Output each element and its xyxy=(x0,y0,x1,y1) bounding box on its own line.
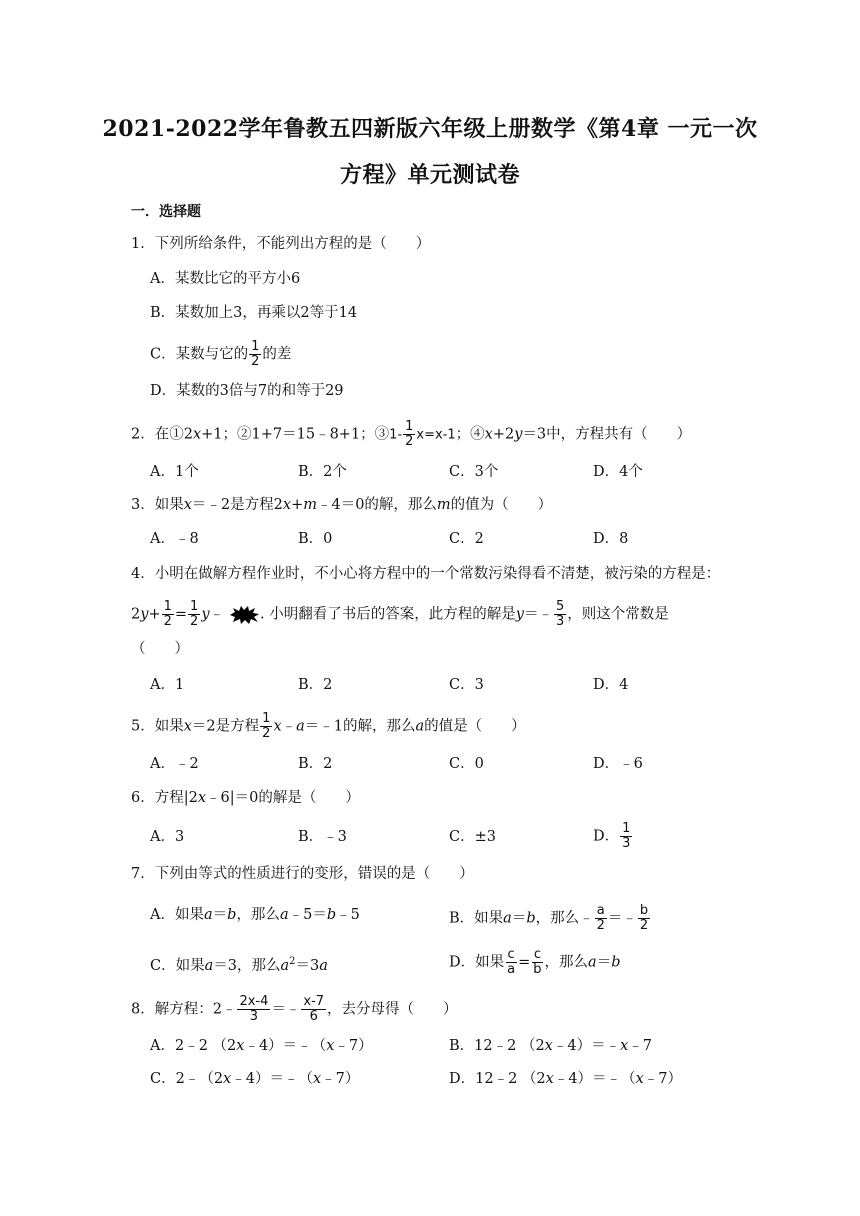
text: ＝﹣1的解，那么 xyxy=(304,718,416,735)
text: A．如果 xyxy=(150,907,204,923)
q1-option-a: A．某数比它的平方小6 xyxy=(150,271,301,287)
var: b xyxy=(227,907,237,923)
var: b xyxy=(526,910,536,927)
var: a xyxy=(415,718,425,735)
text: ﹣4）＝﹣（ xyxy=(244,1038,327,1054)
text: 2 xyxy=(131,606,141,623)
text: C．2﹣（2 xyxy=(150,1071,224,1087)
text: ﹣5＝ xyxy=(288,907,327,923)
denominator: a xyxy=(507,962,516,977)
q5-option-c: C．0 xyxy=(449,756,484,772)
ink-blot-icon xyxy=(228,605,260,625)
var: a xyxy=(503,910,512,927)
q5-option-a: A．﹣2 xyxy=(150,756,199,772)
q4-option-d: D．4 xyxy=(593,677,629,693)
q3-option-a: A．﹣8 xyxy=(150,531,199,547)
text: . 小明翻看了书后的答案，此方程的解是 xyxy=(260,606,516,623)
q6-option-d xyxy=(593,822,633,851)
q4-answer-paren: （ ） xyxy=(131,641,189,657)
fraction xyxy=(638,904,650,933)
text: ﹣4）＝﹣ xyxy=(552,1038,621,1054)
q1-c-post: 的差 xyxy=(262,346,292,363)
var: a xyxy=(296,718,305,735)
fraction xyxy=(249,340,261,369)
text: ﹣5 xyxy=(336,907,360,923)
fraction xyxy=(531,948,543,977)
q7-option-b xyxy=(449,904,651,933)
q4-stem-line-1: 4．小明在做解方程作业时，不小心将方程中的一个常数污染得看不清楚，被污染的方程是： xyxy=(131,566,721,582)
numerator: 2x-4 xyxy=(239,994,269,1009)
var: x xyxy=(183,718,192,735)
text: D． xyxy=(593,828,620,845)
numerator: 1 xyxy=(262,711,271,726)
denominator: 2 xyxy=(251,354,260,369)
q8-option-d xyxy=(449,1068,682,1090)
text: = xyxy=(174,606,188,623)
denominator: 3 xyxy=(622,836,631,851)
var: m xyxy=(303,497,317,513)
numerator: 1 xyxy=(405,419,414,434)
q1-option-b: B．某数加上3，再乘以2等于14 xyxy=(150,305,358,321)
denominator: 2 xyxy=(596,918,605,933)
denominator: 2 xyxy=(190,614,199,629)
numerator: a xyxy=(596,903,605,918)
text: 的值为（ ） xyxy=(450,497,553,513)
var: x xyxy=(282,497,292,513)
text: ＝﹣ xyxy=(523,606,553,623)
text: ﹣7） xyxy=(334,1038,373,1054)
var: b xyxy=(326,907,337,923)
fraction xyxy=(260,712,272,741)
section-heading: 一．选择题 xyxy=(131,204,201,220)
q5-option-d: D．﹣6 xyxy=(593,756,643,772)
text: 3．如果 xyxy=(131,497,184,513)
text: ＝3，那么 xyxy=(213,957,281,974)
q8-option-c xyxy=(150,1068,359,1090)
text: B．12﹣2 （2 xyxy=(449,1038,545,1054)
page-title-line-1: 2021-2022学年鲁教五四新版六年级上册数学《第4章 一元一次 xyxy=(102,116,758,142)
text: ＝3 xyxy=(295,957,320,974)
expr: x=x-1 xyxy=(416,427,456,443)
denominator: 2 xyxy=(405,434,414,449)
text: +1；②1+7＝15﹣8+1；③ xyxy=(201,426,390,443)
denominator: 2 xyxy=(262,726,271,741)
text: ﹣4）＝﹣（ xyxy=(231,1071,313,1087)
text: ﹣6|＝0的解是（ ） xyxy=(206,790,360,806)
text: 6．方程|2 xyxy=(131,790,198,806)
q4-option-a: A．1 xyxy=(150,677,185,693)
q2-option-b: B．2个 xyxy=(298,464,347,480)
q8-stem xyxy=(131,995,458,1024)
numerator: x-7 xyxy=(303,994,325,1009)
text: ，去分母得（ ） xyxy=(327,1001,458,1018)
text: ﹣4）＝﹣（ xyxy=(553,1071,636,1087)
var: m xyxy=(436,497,451,513)
q4-stem-line-2 xyxy=(131,600,669,629)
var: x xyxy=(183,497,192,513)
q7-option-a xyxy=(150,904,360,926)
var: x xyxy=(192,426,202,443)
var: b xyxy=(611,954,621,971)
fraction xyxy=(188,600,200,629)
var: y xyxy=(201,606,210,623)
text: ＝ xyxy=(511,910,527,927)
text: +2 xyxy=(492,426,515,443)
text: ＝ xyxy=(212,907,228,923)
text: ＝ xyxy=(596,954,612,971)
numerator: 1 xyxy=(163,599,172,614)
text: ﹣ xyxy=(209,606,225,623)
numerator: 5 xyxy=(555,599,565,614)
var: x xyxy=(223,1071,232,1087)
q3-option-c: C．2 xyxy=(449,531,484,547)
var: x xyxy=(273,718,282,735)
expr: 1- xyxy=(389,427,403,443)
numerator: b xyxy=(639,903,649,918)
var: y xyxy=(515,606,524,623)
var: a xyxy=(203,907,213,923)
text: ﹣7 xyxy=(628,1038,653,1054)
text: + xyxy=(291,497,304,513)
text: = xyxy=(518,954,531,971)
q1-option-d: D．某数的3倍与7的和等于29 xyxy=(150,383,344,399)
page-title-line-2: 方程》单元测试卷 xyxy=(339,162,520,188)
var: x xyxy=(236,1038,245,1054)
var: x xyxy=(484,426,493,443)
text: B．如果 xyxy=(449,910,504,927)
var: a xyxy=(280,957,290,974)
q6-option-a: A．3 xyxy=(150,829,185,845)
text: ，那么 xyxy=(544,954,589,971)
fraction xyxy=(595,904,607,933)
numerator: c xyxy=(533,947,541,962)
text: D．12﹣2 （2 xyxy=(449,1071,546,1087)
fraction xyxy=(301,995,326,1024)
q5-stem xyxy=(131,712,526,741)
q2-stem xyxy=(131,420,691,449)
numerator: 1 xyxy=(190,599,199,614)
text: ，则这个常数是 xyxy=(567,606,669,623)
text: 的值是（ ） xyxy=(424,718,526,735)
q2-option-d: D．4个 xyxy=(593,464,643,480)
text: ＝2是方程 xyxy=(191,718,260,735)
var: x xyxy=(312,1071,322,1087)
q4-option-b: B．2 xyxy=(298,677,333,693)
var: a xyxy=(204,957,214,974)
var: a xyxy=(588,954,597,971)
var: y xyxy=(514,426,523,443)
text: ﹣4＝0的解，那么 xyxy=(316,497,437,513)
denominator: 3 xyxy=(249,1009,259,1024)
q3-stem xyxy=(131,494,552,516)
text: ，那么﹣ xyxy=(535,910,594,927)
denominator: 2 xyxy=(163,614,172,629)
fraction xyxy=(554,600,566,629)
q7-option-c xyxy=(150,951,328,977)
q1-c-pre: C．某数与它的 xyxy=(150,346,249,363)
text: C．如果 xyxy=(150,957,205,974)
text: ；④ xyxy=(455,426,485,443)
q1-option-c xyxy=(150,340,291,369)
q7-stem: 7．下列由等式的性质进行的变形，错误的是（ ） xyxy=(131,866,474,882)
text: ﹣ xyxy=(281,718,297,735)
q1-stem: 1．下列所给条件，不能列出方程的是（ ） xyxy=(131,236,431,252)
var: a xyxy=(319,957,328,974)
denominator: b xyxy=(533,962,542,977)
text: D．如果 xyxy=(449,954,505,971)
numerator: 1 xyxy=(622,821,631,836)
fraction xyxy=(620,822,632,851)
fraction xyxy=(505,948,517,977)
text: ＝3中，方程共有（ ） xyxy=(522,426,692,443)
superscript: 2 xyxy=(289,956,296,967)
q8-option-b xyxy=(449,1035,652,1057)
q6-option-c: C．±3 xyxy=(449,829,496,845)
numerator: c xyxy=(507,947,515,962)
q6-option-b: B．﹣3 xyxy=(298,829,347,845)
var: y xyxy=(140,606,149,623)
fraction xyxy=(403,420,415,449)
text: ﹣7） xyxy=(643,1071,682,1087)
text: ＝﹣2是方程2 xyxy=(191,497,283,513)
var: x xyxy=(635,1071,644,1087)
numerator: 1 xyxy=(251,339,260,354)
fraction xyxy=(162,600,174,629)
q6-stem xyxy=(131,787,360,809)
var: x xyxy=(326,1038,335,1054)
denominator: 2 xyxy=(639,918,649,933)
var: a xyxy=(279,907,289,923)
q3-option-d: D．8 xyxy=(593,531,629,547)
text: + xyxy=(148,606,161,623)
denominator: 6 xyxy=(309,1009,318,1024)
text: ，那么 xyxy=(236,907,280,923)
text: 8．解方程：2﹣ xyxy=(131,1001,237,1018)
denominator: 3 xyxy=(555,614,565,629)
q8-option-a xyxy=(150,1035,373,1057)
text: ＝﹣ xyxy=(271,1001,301,1018)
q5-option-b: B．2 xyxy=(298,756,333,772)
text: A．2﹣2 （2 xyxy=(150,1038,237,1054)
var: x xyxy=(545,1071,554,1087)
q7-option-d xyxy=(449,948,620,977)
text: 2．在①2 xyxy=(131,426,193,443)
q2-option-a: A．1个 xyxy=(150,464,199,480)
fraction xyxy=(237,995,270,1024)
var: x xyxy=(544,1038,553,1054)
q2-option-c: C．3个 xyxy=(449,464,499,480)
var: x xyxy=(197,790,207,806)
q4-option-c: C．3 xyxy=(449,677,484,693)
var: x xyxy=(620,1038,629,1054)
q3-option-b: B．0 xyxy=(298,531,333,547)
text: ﹣7） xyxy=(321,1071,360,1087)
text: 5．如果 xyxy=(131,718,184,735)
text: ＝﹣ xyxy=(607,910,637,927)
